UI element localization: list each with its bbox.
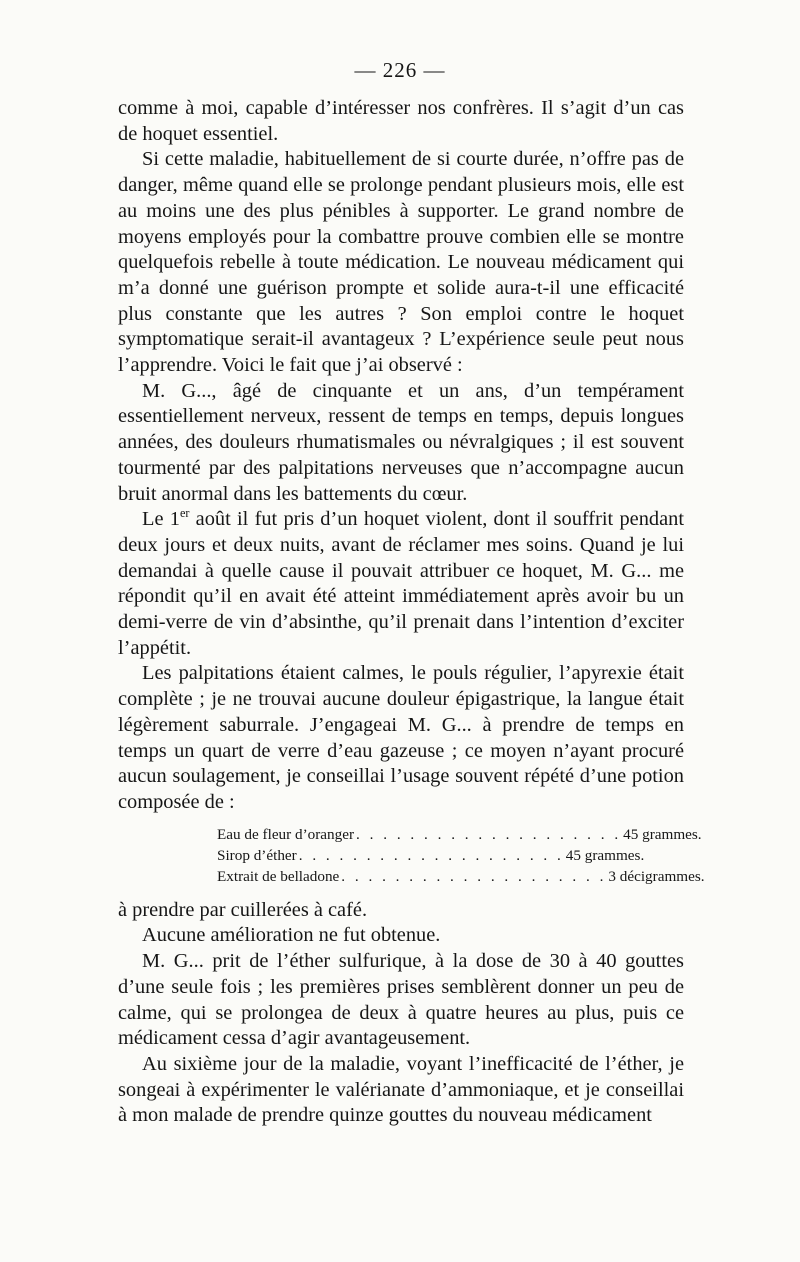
paragraph-maladie: Si cette maladie, habituellement de si courte durée, n’offre pas de danger, même quand elle se prolonge pendant plusieurs mois, elle est au moins une des plus pénibles à supporter. Le grand nombre de moyens employés pour la combattre prouve combien elle se montre quelquefois rebelle à toute médication. Le nouveau médicament qui m’a donné une guérison prompte et solide aura-t-il une efficacité plus constante que les autres ? Son emploi contre le hoquet symptomatique serait-il avantageux ? L’expérience seule peut nous l’apprendre. Voici le fait que j’ai observé : <box>118 148 684 377</box>
paragraph-dosage: à prendre par cuillerées à café. <box>118 898 368 921</box>
body-text <box>118 96 705 1129</box>
recipe-row <box>217 845 645 866</box>
recipe-row <box>217 824 702 845</box>
leader-dots: . . . . . . . . . . . . . . . . . . . . <box>356 825 622 843</box>
onset-date-text: Le 1 <box>142 508 180 531</box>
recipe-row <box>217 866 705 887</box>
paragraph-valerianate: Au sixième jour de la maladie, voyant l’inefficacité de l’éther, je songeai à expérimenter le valérianate d’ammoniaque, et je conseillai à mon malade de prendre quinze gouttes du nouveau médicament <box>118 1052 684 1127</box>
recipe-ingredient: Sirop d’éther <box>217 846 297 864</box>
paragraph-ether: M. G... prit de l’éther sulfurique, à la dose de 30 à 40 gouttes d’une seule fois ; les premières prises semblèrent donner un peu de calme, qui se prolongea de deux à quatre heures au plus, puis ce médicament cessa d’agir avantageusement. <box>118 950 684 1050</box>
recipe-table <box>217 824 705 887</box>
onset-rest-text: août il fut pris d’un hoquet violent, dont il souffrit pendant deux jours et deux nuits, avant de réclamer mes soins. Quand je lui demandai à quelle cause il pouvait attribuer ce hoquet, M. G... me répondit qu’il en avait été atteint immédiatement après avoir bu un demi-verre de vin d’absinthe, qu’il prenait dans l’intention d’exciter l’appétit. <box>118 508 684 659</box>
recipe-ingredient: Eau de fleur d’oranger <box>217 825 355 843</box>
ordinal-superscript: er <box>179 506 190 521</box>
recipe-ingredient: Extrait de belladone <box>217 867 340 885</box>
recipe-quantity: 45 grammes. <box>565 846 645 864</box>
page-number: — 226 — <box>354 58 446 82</box>
paragraph-continuation: comme à moi, capable d’intéresser nos confrères. Il s’agit d’un cas de hoquet essentiel. <box>118 97 684 145</box>
leader-dots: . . . . . . . . . . . . . . . . . . . . <box>341 867 607 885</box>
recipe-quantity: 3 décigrammes. <box>608 867 705 885</box>
paragraph-patient: M. G..., âgé de cinquante et un ans, d’un tempérament essentiellement nerveux, ressent de temps en temps, depuis longues années, des douleurs rhumatismales ou névralgiques ; il est souvent tourmenté par des palpitations nerveuses que n’accompagne aucun bruit anormal dans les battements du cœur. <box>118 379 684 505</box>
leader-dots: . . . . . . . . . . . . . . . . . . . . <box>298 846 564 864</box>
paragraph-no-improvement: Aucune amélioration ne fut obtenue. <box>142 924 441 947</box>
paragraph-examination: Les palpitations étaient calmes, le pouls régulier, l’apyrexie était complète ; je ne trouvai aucune douleur épigastrique, la langue était légèrement saburrale. J’engageai M. G... à prendre de temps en temps un quart de verre d’eau gazeuse ; ce moyen n’ayant procuré aucun soulagement, je conseillai l’usage souvent répété d’une potion composée de : <box>118 662 684 813</box>
paragraph-onset <box>118 507 684 661</box>
recipe-quantity: 45 grammes. <box>623 825 702 843</box>
